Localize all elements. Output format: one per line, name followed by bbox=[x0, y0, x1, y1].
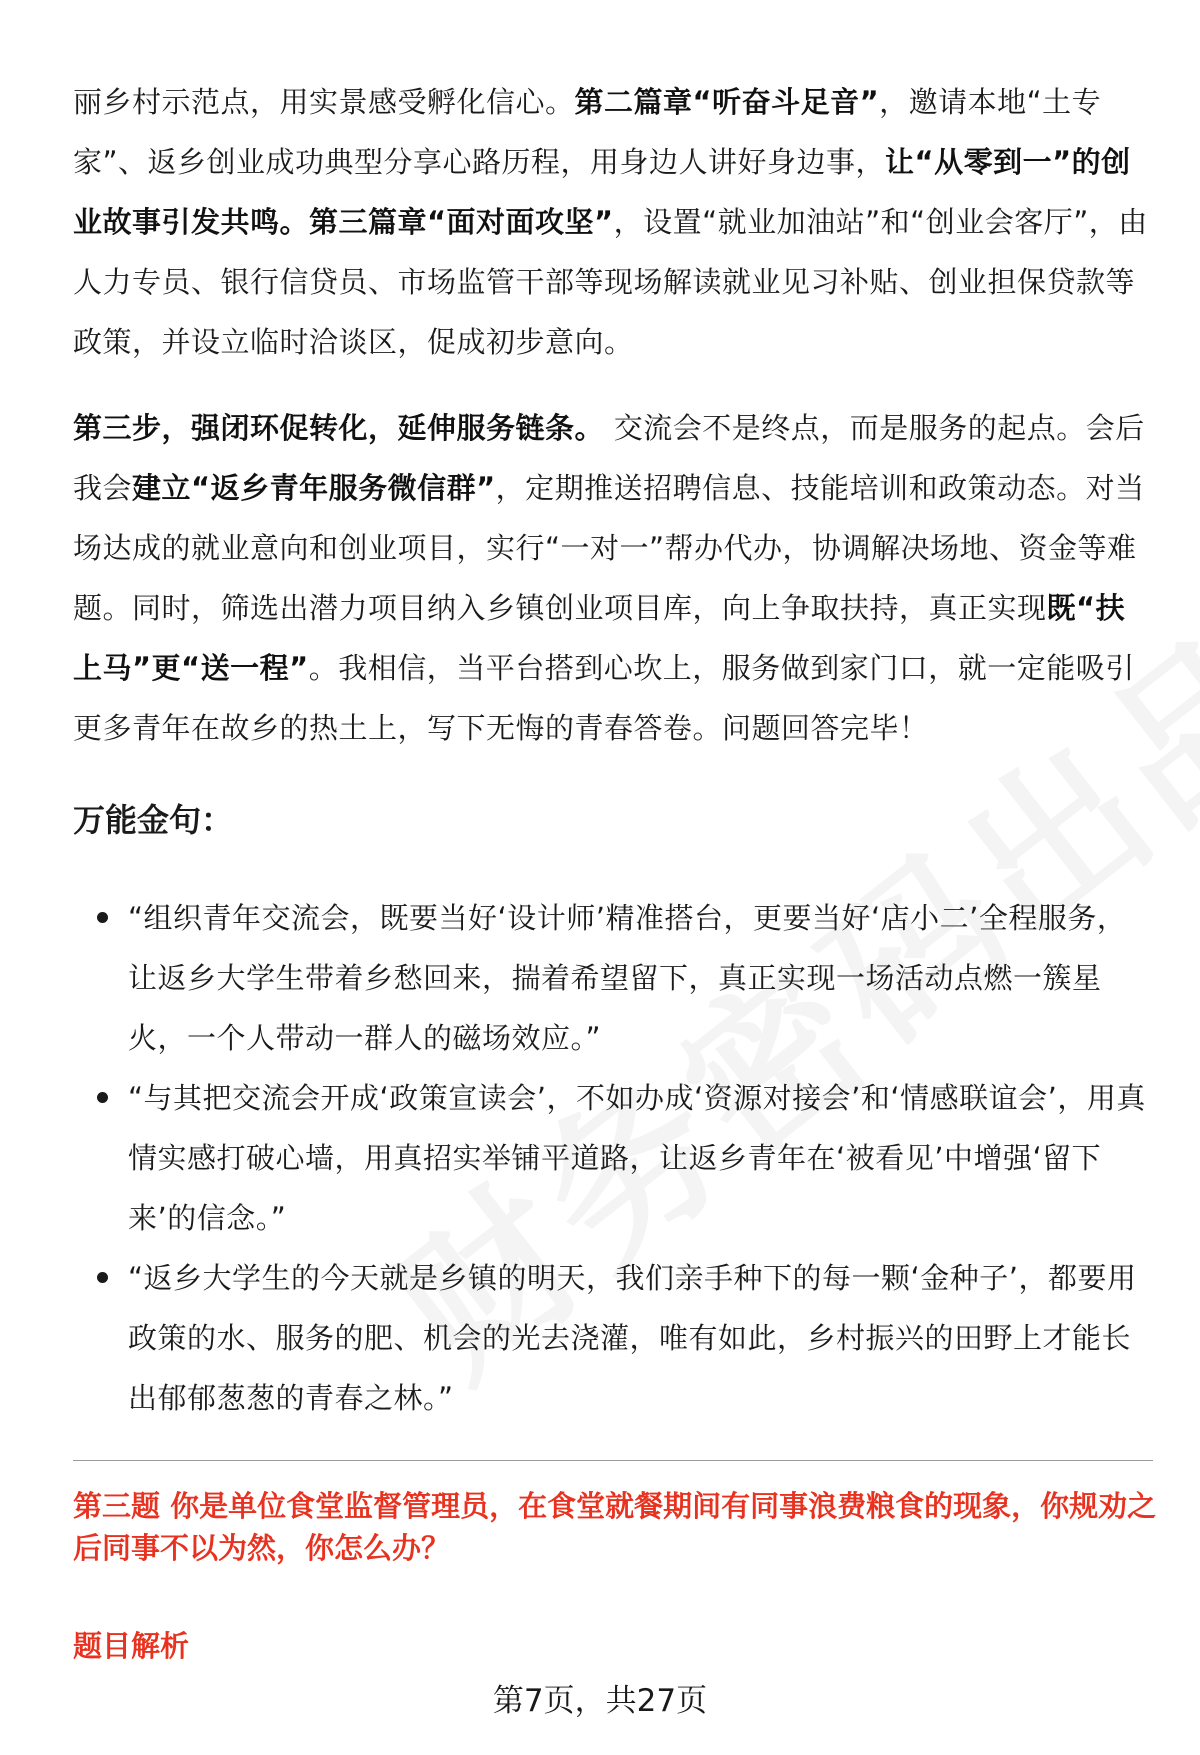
analysis-heading: 题目解析 bbox=[73, 1629, 190, 1663]
para2-bold-2: 建立“返乡青年服务微信群” bbox=[132, 471, 496, 505]
golden-sentences-list bbox=[73, 888, 1153, 1428]
bullet-text: “组织青年交流会，既要当好‘设计师’精准搭台，更要当好‘店小二’全程服务，让返乡大学生带着乡愁回来，揣着希望留下，真正实现一场活动点燃一簇星火，一个人带动一群人的磁场效应。” bbox=[128, 901, 1127, 1055]
paragraph-step-two-continued bbox=[73, 72, 1153, 372]
list-item bbox=[73, 1068, 1153, 1248]
page-number: 第7页，共27页 bbox=[492, 1683, 708, 1719]
para2-bold-1: 第三步，强闭环促转化，延伸服务链条。 bbox=[73, 411, 605, 445]
para2-text-1: 交流会不是终点，而是服务的起点。会后我会 bbox=[73, 411, 1145, 505]
list-item bbox=[73, 888, 1153, 1068]
list-item bbox=[73, 1248, 1153, 1428]
para1-bold-2: 让“从零到一”的创业故事引发共鸣。第三篇章“面对面攻坚” bbox=[73, 145, 1131, 239]
section-divider bbox=[73, 1460, 1153, 1461]
para1-text-2: ，邀请本地“土专家”、返乡创业成功典型分享心路历程，用身边人讲好身边事， bbox=[73, 85, 1102, 179]
bullet-text: “返乡大学生的今天就是乡镇的明天，我们亲手种下的每一颗‘金种子’，都要用政策的水、服务的肥、机会的光去浇灌，唯有如此，乡村振兴的田野上才能长出郁郁葱葱的青春之林。” bbox=[128, 1261, 1137, 1415]
para2-text-3: 。我相信，当平台搭到心坎上，服务做到家门口，就一定能吸引更多青年在故乡的热土上，写下无悔的青春答卷。问题回答完毕！ bbox=[73, 651, 1135, 745]
golden-sentences-heading: 万能金句： bbox=[73, 801, 234, 839]
para2-bold-3: 既“扶上马”更“送一程” bbox=[73, 591, 1126, 685]
bullet-text: “与其把交流会开成‘政策宣读会’，不如办成‘资源对接会’和‘情感联谊会’，用真情实感打破心墙，用真招实举铺平道路，让返乡青年在‘被看见’中增强‘留下来’的信念。” bbox=[128, 1081, 1146, 1235]
paragraph-step-three bbox=[73, 398, 1153, 758]
para2-text-2: ，定期推送招聘信息、技能培训和政策动态。对当场达成的就业意向和创业项目，实行“一对一”帮办代办，协调解决场地、资金等难题。同时，筛选出潜力项目纳入乡镇创业项目库，向上争取扶持，真正实现 bbox=[73, 471, 1145, 625]
para1-text-1: 丽乡村示范点，用实景感受孵化信心。 bbox=[73, 85, 575, 119]
question-three-title: 第三题 你是单位食堂监督管理员，在食堂就餐期间有同事浪费粮食的现象，你规劝之后同事不以为然，你怎么办？ bbox=[73, 1489, 1157, 1565]
bullet-dot-icon bbox=[97, 912, 108, 923]
bullet-dot-icon bbox=[97, 1272, 108, 1283]
bullet-dot-icon bbox=[97, 1092, 108, 1103]
para1-text-3: ，设置“就业加油站”和“创业会客厅”，由人力专员、银行信贷员、市场监管干部等现场解读就业见习补贴、创业担保贷款等政策，并设立临时洽谈区，促成初步意向。 bbox=[73, 205, 1148, 359]
para1-bold-1: 第二篇章“听奋斗足音” bbox=[574, 85, 880, 119]
